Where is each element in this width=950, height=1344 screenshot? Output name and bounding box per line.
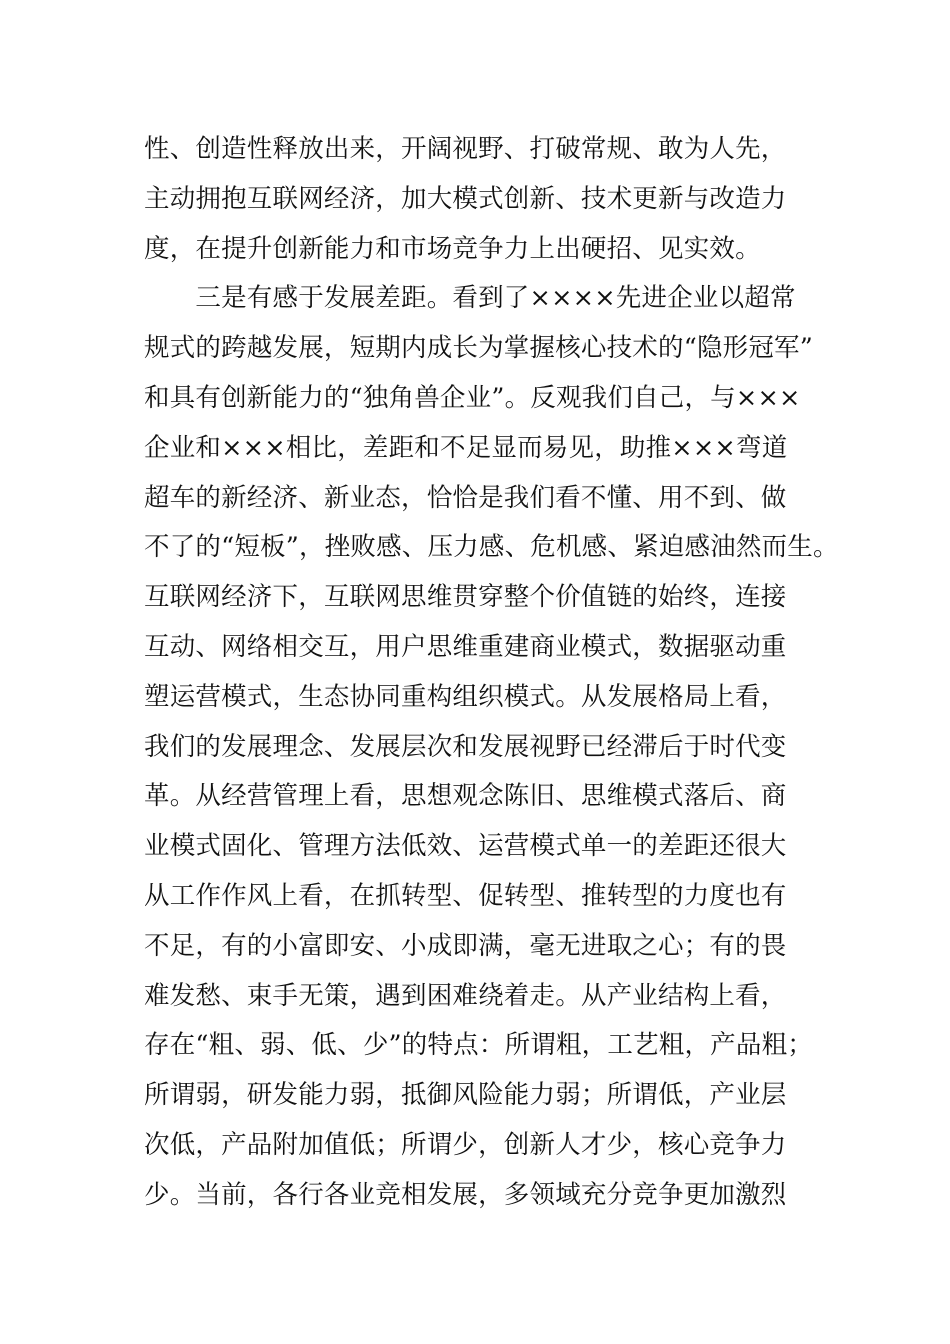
text-line: 革。从经营管理上看，思想观念陈旧、思维模式落后、商 [144,781,787,812]
text-line: 所谓弱，研发能力弱，抵御风险能力弱；所谓低，产业层 [144,1080,787,1111]
text-line: 互动、网络相交互，用户思维重建商业模式，数据驱动重 [144,631,787,662]
text-line: 少。当前，各行各业竞相发展，多领域充分竞争更加激烈 [144,1179,787,1210]
text-line: 不足，有的小富即安、小成即满，毫无进取之心；有的畏 [144,930,787,961]
text-line: 难发愁、束手无策，遇到困难绕着走。从产业结构上看， [144,980,787,1011]
text-line: 存在“粗、弱、低、少”的特点：所谓粗，工艺粗，产品粗； [144,1030,813,1061]
text-line: 我们的发展理念、发展层次和发展视野已经滞后于时代变 [144,731,787,762]
text-line: 性、创造性释放出来，开阔视野、打破常规、敢为人先， [144,134,787,164]
text-line: 业模式固化、管理方法低效、运营模式单一的差距还很大 [144,831,787,862]
paragraph-start-line: 三是有感于发展差距。看到了××××先进企业以超常 [144,283,796,314]
text-line: 规式的跨越发展，短期内成长为掌握核心技术的“隐形冠军” [144,333,813,364]
text-line: 次低，产品附加值低；所谓少，创新人才少，核心竞争力 [144,1129,787,1160]
text-line: 互联网经济下，互联网思维贯穿整个价值链的始终，连接 [144,582,787,613]
text-line: 塑运营模式，生态协同重构组织模式。从发展格局上看， [144,681,787,712]
text-line: 不了的“短板”，挫败感、压力感、危机感、紧迫感油然而生。 [144,532,839,563]
text-line: 主动拥抱互联网经济，加大模式创新、技术更新与改造力 [144,183,787,214]
body-text [144,125,839,1221]
text-line: 企业和×××相比，差距和不足显而易见，助推×××弯道 [144,432,788,463]
text-line: 和具有创新能力的“独角兽企业”。反观我们自己，与××× [144,382,801,413]
text-line: 度，在提升创新能力和市场竞争力上出硬招、见实效。 [144,233,761,264]
text-line: 从工作作风上看，在抓转型、促转型、推转型的力度也有 [144,880,787,911]
text-line: 超车的新经济、新业态，恰恰是我们看不懂、用不到、做 [144,482,787,513]
